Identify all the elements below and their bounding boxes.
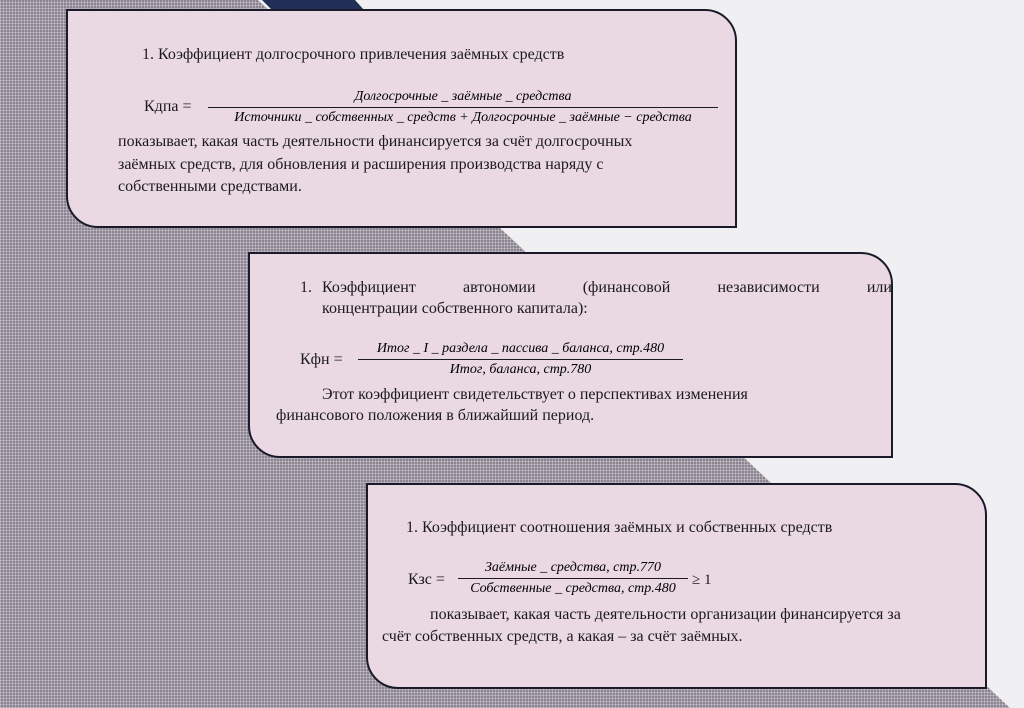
card3-desc-line2: счёт собственных средств, а какая – за счёт заёмных. [382,628,743,645]
card-long-term-borrowing [66,9,737,228]
card3-title: 1. Коэффициент соотношения заёмных и собственных средств [406,519,833,536]
card1-fraction-bar [208,107,718,108]
card3-numerator: Заёмные _ средства, стр.770 [484,560,661,575]
card1-fraction [208,88,718,127]
card-debt-equity [366,483,987,689]
card2-numerator: Итог _ I _ раздела _ пассива _ баланса, стр.480 [376,341,665,356]
card2-title-line2: концентрации собственного капитала): [322,300,588,317]
card2-number: 1. [300,279,312,296]
card2-title-word: (финансовой [582,279,671,296]
card-autonomy [248,252,893,458]
card2-formula-lhs: Кфн = [300,351,343,368]
card1-numerator: Долгосрочные _ заёмные _ средства [354,89,572,104]
card2-title-word: Коэффициент [322,279,416,296]
card3-formula-lhs: Кзс = [408,571,445,588]
card2-title-word: автономии [462,279,536,296]
card3-denominator: Собственные _ средства, стр.480 [470,581,676,596]
card2-fraction [358,340,683,379]
card2-title-word: независимости [717,279,820,296]
card3-desc-line1: показывает, какая часть деятельности организации финансируется за [430,606,901,623]
card1-desc-line1: показывает, какая часть деятельности финансируется за счёт долгосрочных [118,133,633,150]
card1-denominator: Источники _ собственных _ средств + Долгосрочные _ заёмные − средства [234,110,692,125]
card2-title-line1 [322,278,892,298]
card2-desc-line1: Этот коэффициент свидетельствует о перспективах изменения [322,386,748,403]
card3-formula-rhs: ≥ 1 [692,572,712,588]
card1-desc-line3: собственными средствами. [118,178,302,195]
card3-fraction-bar [458,578,688,579]
card2-title-word: или [866,279,892,296]
card2-denominator: Итог, баланса, стр.780 [449,362,592,377]
card1-title: 1. Коэффициент долгосрочного привлечения заёмных средств [142,46,565,63]
card3-fraction [458,559,688,598]
card2-fraction-bar [358,359,683,360]
card2-desc-line2: финансового положения в ближайший период. [276,407,595,424]
card1-desc-line2: заёмных средств, для обновления и расширения производства наряду с [118,156,604,173]
card1-formula-lhs: Кдпа = [144,98,192,115]
